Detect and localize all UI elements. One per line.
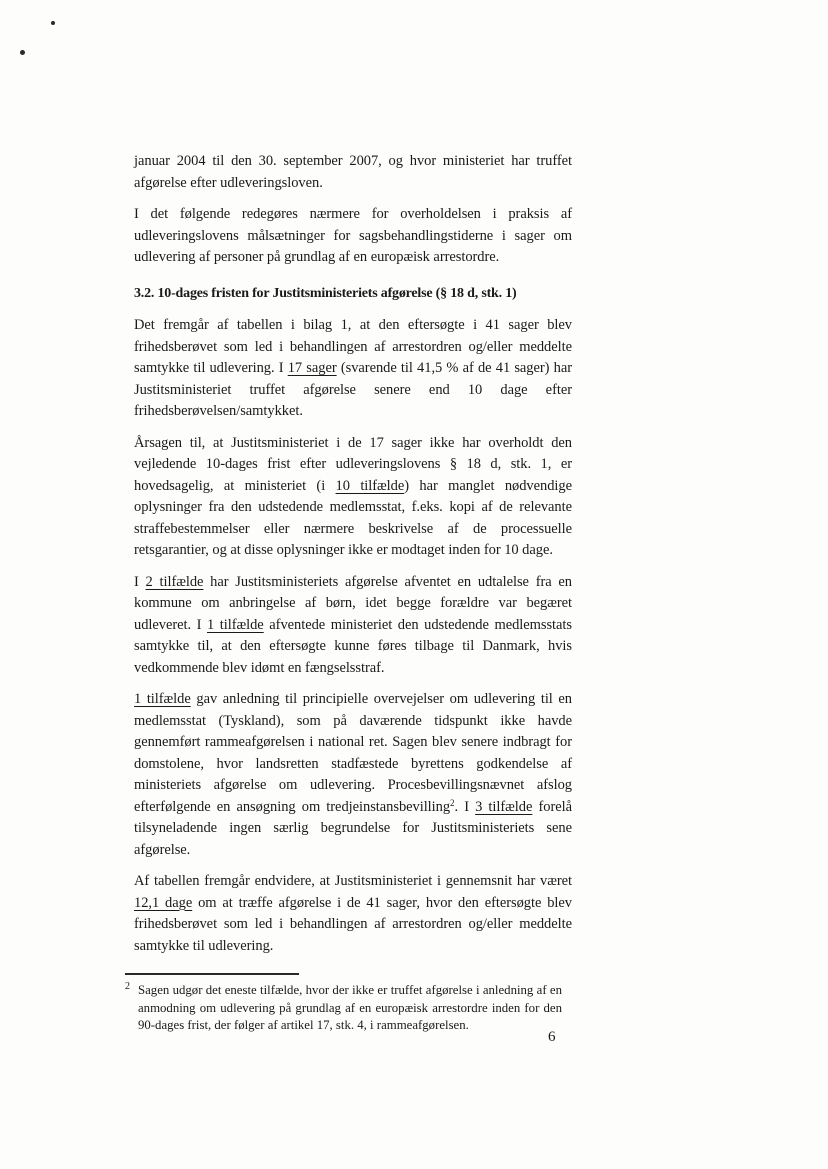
footnote	[124, 982, 562, 1035]
paragraph: Af tabellen fremgår endvidere, at Justitsministeriet i gennemsnit har været 12,1 dage om at træffe afgørelse i de 41 sager, hvor den eftersøgte blev frihedsberøvet som led i behandlingen af arrestordren og/eller meddelte samtykke til udlevering.	[134, 873, 573, 954]
paragraph: I 2 tilfælde har Justitsministeriets afgørelse afventet en udtalelse fra en kommune om anbringelse af børn, idet begge forældre var begæret udleveret. I 1 tilfælde afventede ministeriet den udstedende medlemsstats samtykke til, at den eftersøgte kunne føres tilbage til Danmark, hvis vedkommende blev idømt en fængselsstraf.	[134, 573, 572, 676]
section-heading: 3.2. 10-dages fristen for Justitsministeriets afgørelse (§ 18 d, stk. 1)	[134, 285, 517, 301]
paragraph: I det følgende redegøres nærmere for overholdelsen i praksis af udleveringslovens målsætninger for sagsbehandlingstiderne i sager om udlevering af personer på grundlag af en europæisk arrestordre.	[134, 206, 572, 265]
footnote-marker: 2	[125, 981, 130, 992]
footnote-text: Sagen udgør det eneste tilfælde, hvor der ikke er truffet afgørelse i anledning af en anmodning om udlevering på grundlag af en europæisk arrestordre inden for den 90-dages frist, der følger af artikel 17, stk. 4, i rammeafgørelsen.	[138, 983, 562, 1033]
footnote-separator	[125, 973, 299, 975]
paragraph: januar 2004 til den 30. september 2007, og hvor ministeriet har truffet afgørelse efter udleveringsloven.	[134, 153, 572, 191]
scan-artifact-dot	[51, 21, 55, 25]
paragraph: 1 tilfælde gav anledning til principielle overvejelser om udlevering til en medlemsstat (Tyskland), som på daværende tidspunkt ikke havde gennemført rammeafgørelsen i national ret. Sagen blev senere indbragt for domstolene, hvor landsretten stadfæstede byrettens godkendelse af ministeriets afgørelse om udlevering. Procesbevillingsnævnet afslog efterfølgende en ansøgning om tredjeinstansbevilling$^2$. I 3 tilfælde forelå tilsyneladende ingen særlig begrundelse for Justitsministeriets sene afgørelse.	[134, 691, 572, 858]
scan-artifact-dot	[20, 50, 25, 55]
page-number: 6	[548, 1029, 556, 1045]
paragraph: Årsagen til, at Justitsministeriet i de 17 sager ikke har overholdt den vejledende 10-dages frist efter udleveringslovens § 18 d, stk. 1, er hovedsagelig, at ministeriet (i 10 tilfælde) har manglet nødvendige oplysninger fra den udstedende medlemsstat, f.eks. kopi af de relevante straffebestemmelser eller nærmere beskrivelse af de processuelle retsgarantier, og at disse oplysninger ikke er modtaget inden for 10 dage.	[134, 434, 572, 558]
paragraph: Det fremgår af tabellen i bilag 1, at den eftersøgte i 41 sager blev frihedsberøvet som led i behandlingen af arrestordren og/eller meddelte samtykke til udlevering. I 17 sager (svarende til 41,5 % af de 41 sager) har Justitsministeriet truffet afgørelse senere end 10 dage efter frihedsberøvelsen/samtykket.	[134, 317, 572, 419]
document-body	[134, 151, 572, 967]
